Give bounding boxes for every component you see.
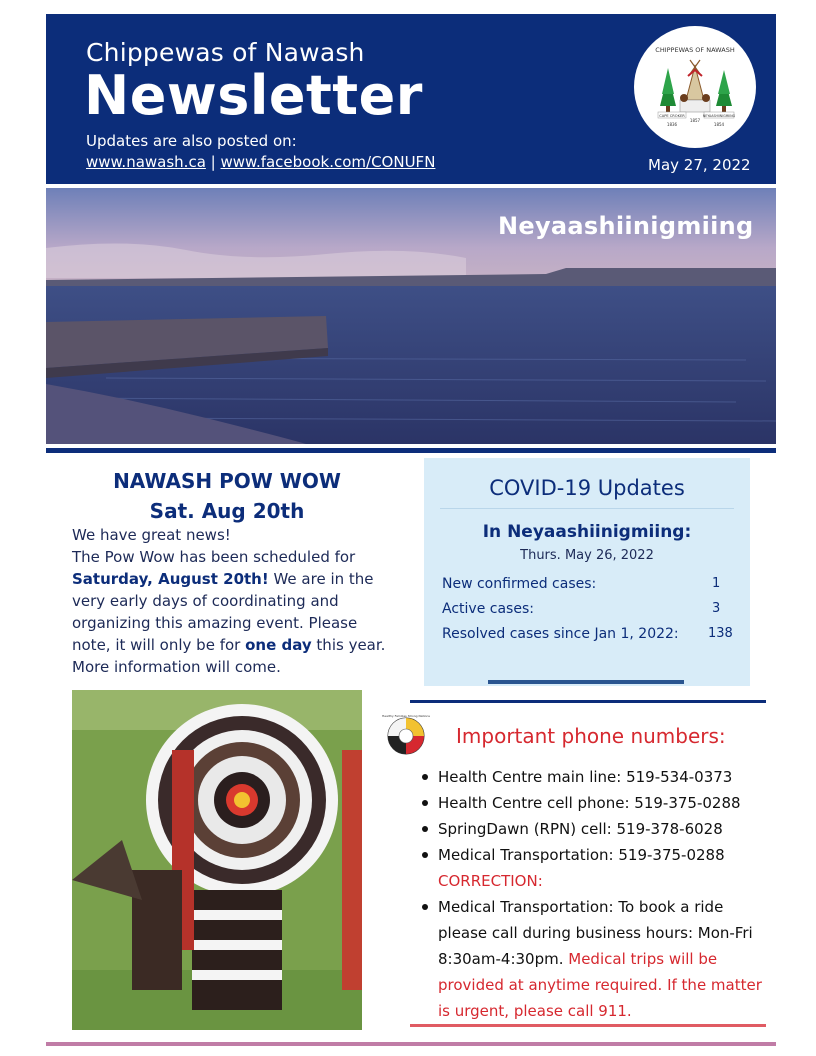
newsletter-header xyxy=(46,14,776,184)
covid-divider xyxy=(440,508,734,509)
phone-section-top-rule xyxy=(410,700,766,703)
seal-year-left: 1836 xyxy=(666,122,678,127)
phone-numbers-list xyxy=(420,764,772,1024)
nation-seal-logo xyxy=(634,26,756,148)
page-bottom-rule xyxy=(46,1042,776,1046)
covid-row-label: Resolved cases since Jan 1, 2022: xyxy=(442,626,679,642)
list-item xyxy=(420,816,772,842)
healthy-families-logo xyxy=(376,714,436,758)
bullet-icon xyxy=(422,826,428,832)
seal-right-banner: NEYAASHIINIGMIING xyxy=(702,114,736,118)
list-item xyxy=(420,894,772,1024)
phone-entry: Health Centre main line: 519-534-0373 xyxy=(438,768,733,786)
powwow-text-3: this year. More information will come. xyxy=(72,636,386,676)
phone-section-bottom-rule xyxy=(410,1024,766,1027)
transport-booking-text: Medical Transportation: To book a ride please call during business hours: Mon-Fri 8:30am-4:30pm. xyxy=(438,898,753,968)
covid-title: COVID-19 Updates xyxy=(489,476,685,500)
phone-entry: Medical Transportation: 519-375-0288 xyxy=(438,846,725,864)
correction-label: CORRECTION: xyxy=(438,872,543,890)
phone-entry: SpringDawn (RPN) cell: 519-378-6028 xyxy=(438,820,723,838)
powwow-title: NAWASH POW WOW xyxy=(113,469,341,493)
transport-urgent-text: Medical trips will be provided at anytime required. If the matter is urgent, please call 911. xyxy=(438,950,762,1020)
covid-row-value: 1 xyxy=(712,576,721,591)
powwow-highlight-date: Saturday, August 20th! xyxy=(72,570,269,588)
organization-name: Chippewas of Nawash xyxy=(86,38,365,67)
facebook-link[interactable]: www.facebook.com/CONUFN xyxy=(220,153,436,171)
powwow-dancer-photo xyxy=(72,690,362,1030)
seal-arc-text: CHIPPEWAS OF NAWASH xyxy=(655,46,735,54)
bullet-icon xyxy=(422,904,428,910)
list-item xyxy=(420,790,772,816)
powwow-text-2: We are in the very early days of coordinating and organizing this amazing event. Please note, it will only be for xyxy=(72,570,374,654)
powwow-date: Sat. Aug 20th xyxy=(149,499,305,523)
website-link[interactable]: www.nawash.ca xyxy=(86,153,206,171)
updates-label: Updates are also posted on: xyxy=(86,132,297,150)
seal-year-right: 1854 xyxy=(713,122,725,127)
phone-entry: Health Centre cell phone: 519-375-0288 xyxy=(438,794,741,812)
covid-row-label: New confirmed cases: xyxy=(442,576,597,592)
covid-row-value: 138 xyxy=(708,626,733,641)
powwow-text-1: The Pow Wow has been scheduled for xyxy=(72,548,356,566)
bullet-icon xyxy=(422,852,428,858)
list-item xyxy=(420,842,772,868)
covid-row-label: Active cases: xyxy=(442,601,534,617)
link-separator: | xyxy=(210,153,216,171)
header-links xyxy=(86,153,435,171)
covid-row-resolved xyxy=(442,626,742,642)
covid-row-new xyxy=(442,576,742,592)
seal-left-banner: CAPE CROKER xyxy=(659,114,685,118)
covid-row-value: 3 xyxy=(712,601,721,616)
covid-date: Thurs. May 26, 2022 xyxy=(520,548,654,563)
powwow-article xyxy=(72,524,390,678)
covid-accent-bar xyxy=(488,680,684,684)
phone-numbers-title: Important phone numbers: xyxy=(456,724,726,748)
powwow-paragraph xyxy=(72,546,390,678)
seal-year-mid: 1857 xyxy=(689,118,701,123)
covid-updates-card xyxy=(424,458,750,686)
healthy-families-text: Healthy Families Strong Nations xyxy=(382,714,430,718)
powwow-intro: We have great news! xyxy=(72,526,231,544)
covid-row-active xyxy=(442,601,742,617)
issue-date: May 27, 2022 xyxy=(648,156,751,174)
covid-location: In Neyaashiinigmiing: xyxy=(482,522,692,542)
newsletter-title: Newsletter xyxy=(84,64,423,127)
bullet-icon xyxy=(422,800,428,806)
powwow-heading xyxy=(72,466,382,526)
seal-icon xyxy=(634,26,756,148)
photo-caption: Neyaashiinigmiing xyxy=(498,212,754,240)
bullet-icon xyxy=(422,774,428,780)
section-divider xyxy=(46,448,776,453)
powwow-highlight-day: one day xyxy=(245,636,312,654)
list-item xyxy=(420,764,772,790)
